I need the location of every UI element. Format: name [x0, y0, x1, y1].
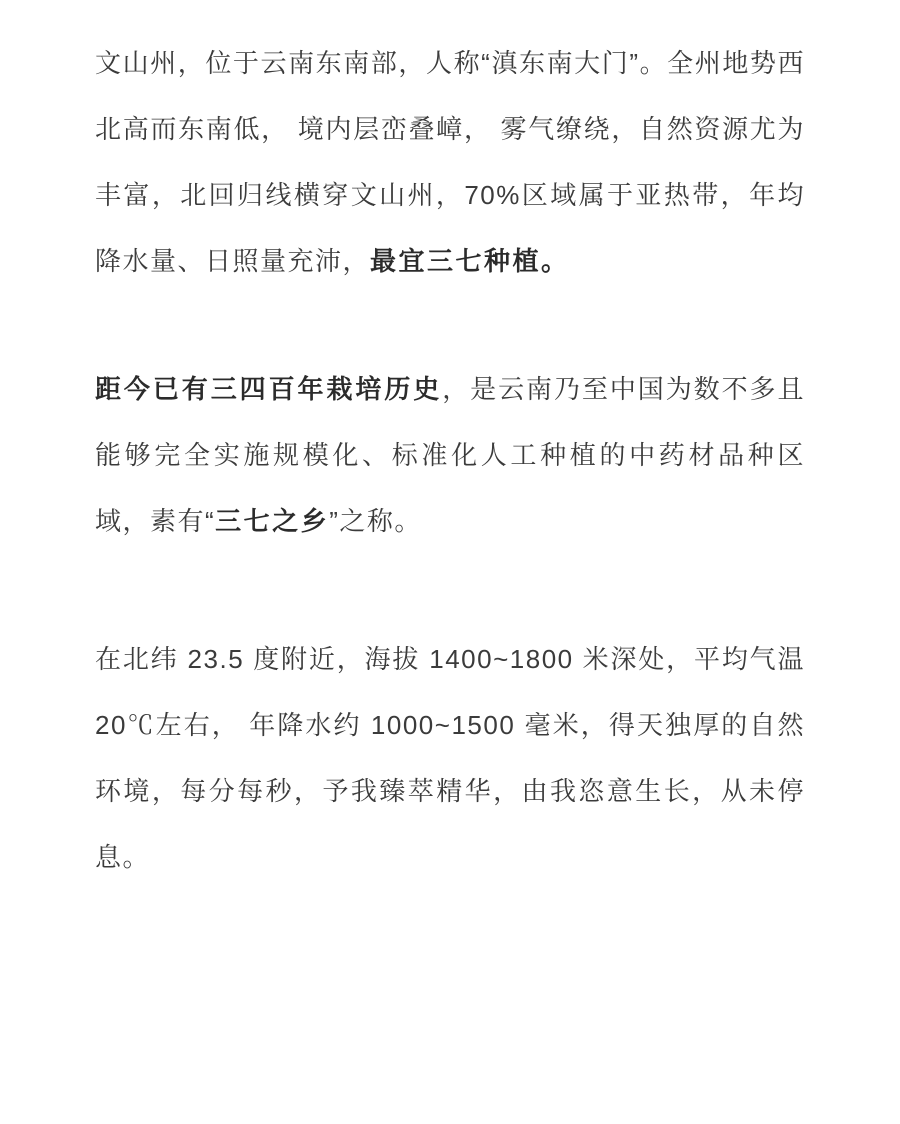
paragraph-1-text-run-2: 最宜三七种植。: [370, 246, 570, 276]
paragraph-3-text-run-1: 在北纬 23.5 度附近，海拔 1400~1800 米深处，平均气温 20℃左右， 年降水约 1000~1500 毫米，得天独厚的自然环境，每分每秒，予我臻萃精华，由我恣意生长，从未停息。: [95, 644, 805, 872]
paragraph-3: [95, 626, 805, 890]
paragraph-2-text-run-4: ”之称。: [329, 506, 422, 536]
paragraph-1: [95, 30, 805, 294]
paragraph-2-text-run-1: 距今已有三四百年栽培历史: [95, 374, 443, 404]
paragraph-2-text-run-3: 三七之乡: [215, 506, 330, 536]
paragraph-1-text-run-1: 文山州，位于云南东南部，人称“滇东南大门”。全州地势西北高而东南低， 境内层峦叠嶂， 雾气缭绕，自然资源尤为丰富，北回归线横穿文山州，70%区域属于亚热带，年均降水量、日照量充沛，: [95, 48, 805, 276]
paragraph-2-text-run-2: ，是云南乃至中国为数不多且能够完全实施规模化、标准化人工种植的中药材品种区域，素有“: [95, 374, 805, 536]
paragraph-2: [95, 356, 805, 554]
